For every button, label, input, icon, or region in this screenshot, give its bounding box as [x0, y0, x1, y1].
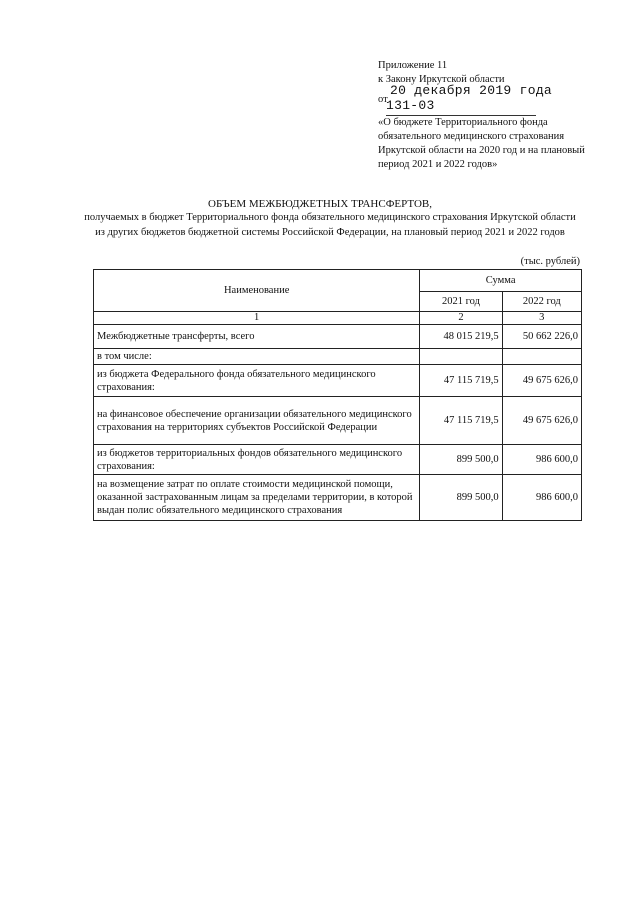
row-name: в том числе: — [94, 349, 420, 365]
transfers-table — [93, 269, 582, 521]
row-name: из бюджета Федерального фонда обязательного медицинского страхования: — [94, 365, 420, 397]
annex-number: 131-03 — [386, 98, 435, 113]
table-row — [94, 397, 582, 445]
row-name: на возмещение затрат по оплате стоимости медицинской помощи, оказанной застрахованным лицам за пределами территории, в которой выдан полис обязательного медицинского страхования — [94, 475, 420, 521]
header-sum: Сумма — [420, 270, 582, 292]
table-row — [94, 475, 582, 521]
row-value-2022: 49 675 626,0 — [502, 365, 581, 397]
header-col-3: 3 — [502, 312, 581, 325]
row-name: Межбюджетные трансферты, всего — [94, 325, 420, 349]
row-value-2021: 47 115 719,5 — [420, 397, 502, 445]
row-value-2021: 899 500,0 — [420, 475, 502, 521]
units-label: (тыс. рублей) — [520, 256, 580, 267]
row-value-2021: 47 115 719,5 — [420, 365, 502, 397]
document-subtitle: получаемых в бюджет Территориального фонда обязательного медицинского страхования Иркутской области из других бюджетов бюджетной системы Российской Федерации, на плановый период 2021 и 2022 годов — [84, 212, 576, 238]
header-col-2: 2 — [420, 312, 502, 325]
annex-title: Приложение 11 — [378, 60, 448, 71]
header-year-2021: 2021 год — [420, 292, 502, 312]
row-name: на финансовое обеспечение организации обязательного медицинского страхования на территориях субъектов Российской Федерации — [94, 397, 420, 445]
header-name: Наименование — [94, 270, 420, 312]
row-value-2022: 986 600,0 — [502, 475, 581, 521]
annex-date-line — [378, 83, 608, 113]
row-value-2022: 50 662 226,0 — [502, 325, 581, 349]
row-value-2022: 986 600,0 — [502, 445, 581, 475]
row-value-2021 — [420, 349, 502, 365]
annex-ot: от — [378, 94, 388, 105]
row-value-2021: 899 500,0 — [420, 445, 502, 475]
row-value-2021: 48 015 219,5 — [420, 325, 502, 349]
header-col-1: 1 — [94, 312, 420, 325]
table-row — [94, 349, 582, 365]
annex-subject: «О бюджете Территориального фонда обязательного медицинского страхования Иркутской области на 2020 год и на плановый период 2021 и 2022 годов» — [378, 117, 585, 170]
table-row — [94, 445, 582, 475]
annex-law-ref: к Закону Иркутской области — [378, 74, 505, 85]
row-name: из бюджетов территориальных фондов обязательного медицинского страхования: — [94, 445, 420, 475]
row-value-2022: 49 675 626,0 — [502, 397, 581, 445]
row-value-2022 — [502, 349, 581, 365]
header-year-2022: 2022 год — [502, 292, 581, 312]
table-row — [94, 365, 582, 397]
document-title: ОБЪЕМ МЕЖБЮДЖЕТНЫХ ТРАНСФЕРТОВ, — [208, 198, 432, 210]
table-row — [94, 325, 582, 349]
annex-date: 20 декабря 2019 года — [390, 83, 553, 98]
annex-block — [378, 59, 608, 170]
